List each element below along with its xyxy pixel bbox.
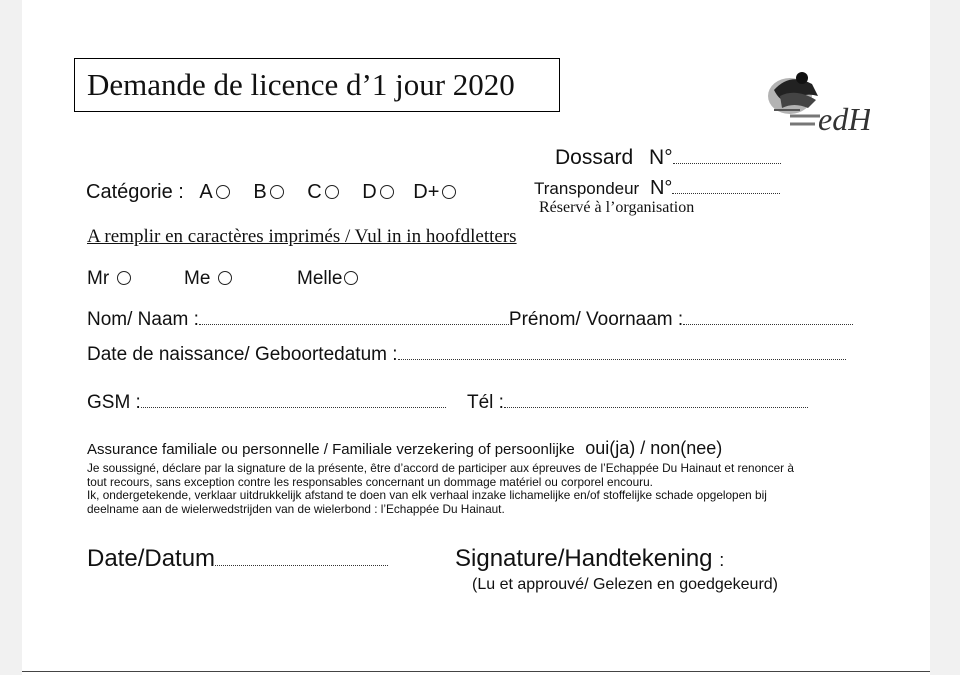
declaration-nl-2: deelname aan de wielerwedstrijden van de wielerbond : l’Echappée Du Hainaut. (87, 501, 505, 516)
categorie-row (86, 181, 456, 204)
prenom-label: Prénom/ Voornaam : (508, 309, 684, 330)
date-field (87, 545, 388, 573)
assurance-row (87, 438, 722, 459)
gsm-label: GSM : (87, 392, 141, 413)
tel-dots[interactable] (504, 406, 808, 408)
cyclist-logo-icon (760, 66, 870, 136)
transpondeur-note: Réservé à l’organisation (539, 199, 695, 216)
civilite-me[interactable]: Me (184, 268, 232, 290)
transpondeur-field (534, 177, 780, 200)
nom-field (87, 309, 853, 331)
transpondeur-label: Transpondeur (534, 179, 640, 198)
radio-circle-icon (117, 271, 131, 285)
civilite-mr[interactable]: Mr (87, 268, 131, 290)
categorie-label: Catégorie : (86, 181, 184, 203)
civilite-melle[interactable]: Melle (297, 268, 358, 290)
cat-option-a[interactable]: A (199, 181, 229, 203)
gsm-dots[interactable] (141, 406, 446, 408)
declaration-fr-2: tout recours, sans exception contre les responsables concernant un dommage matériel ou corporel encouru. (87, 474, 653, 489)
dossard-dots[interactable] (673, 162, 781, 164)
assurance-label: Assurance familiale ou personnelle / Familiale verzekering of persoonlijke (87, 441, 575, 458)
title-box (74, 58, 560, 112)
signature-label: Signature/Handtekening (455, 545, 713, 572)
cat-option-c[interactable]: C (307, 181, 338, 203)
form-sheet (22, 0, 930, 675)
form-title: Demande de licence d’1 jour 2020 (87, 67, 515, 102)
dossard-label: Dossard (555, 146, 634, 169)
logo-text: edH (818, 101, 870, 136)
signature-colon: : (719, 550, 725, 570)
prenom-dots[interactable] (683, 323, 853, 325)
radio-circle-icon (380, 185, 394, 199)
dossard-no: N° (649, 146, 673, 169)
nom-label: Nom/ Naam : (87, 309, 199, 330)
declaration-text (87, 462, 794, 516)
naissance-field (87, 344, 846, 366)
date-dots[interactable] (215, 564, 388, 566)
gsm-field (87, 392, 446, 414)
cat-option-d[interactable]: D (362, 181, 393, 203)
transpondeur-dots[interactable] (672, 192, 780, 194)
declaration-nl-1: Ik, ondergetekende, verklaar uitdrukkelijk afstand te doen van elk verhaal inzake lichamelijke en/of stoffelijke schade opgelopen bij (87, 488, 767, 502)
radio-circle-icon (325, 185, 339, 199)
radio-circle-icon (216, 185, 230, 199)
radio-circle-icon (442, 185, 456, 199)
instruction-text: A remplir en caractères imprimés / Vul in in hoofdletters (87, 226, 517, 247)
naissance-dots[interactable] (398, 358, 846, 360)
transpondeur-no: N° (649, 177, 673, 199)
radio-circle-icon (270, 185, 284, 199)
nom-dots[interactable] (199, 323, 509, 325)
tel-field (467, 392, 808, 414)
radio-circle-icon (344, 271, 358, 285)
dossard-field (555, 146, 781, 170)
signature-field[interactable] (455, 545, 724, 573)
declaration-fr-1: Je soussigné, déclare par la signature de la présente, être d’accord de participer aux épreuves de l’Echappée Du Hainaut et renoncer à (87, 461, 794, 475)
naissance-label: Date de naissance/ Geboortedatum : (87, 344, 398, 365)
cat-option-dplus[interactable]: D+ (413, 181, 456, 203)
date-label: Date/Datum (87, 545, 216, 572)
approval-note: (Lu et approuvé/ Gelezen en goedgekeurd) (472, 576, 778, 593)
assurance-choice[interactable]: oui(ja) / non(nee) (585, 438, 723, 458)
tel-label: Tél : (467, 392, 504, 413)
bottom-divider (22, 671, 930, 672)
cat-option-b[interactable]: B (253, 181, 283, 203)
radio-circle-icon (218, 271, 232, 285)
